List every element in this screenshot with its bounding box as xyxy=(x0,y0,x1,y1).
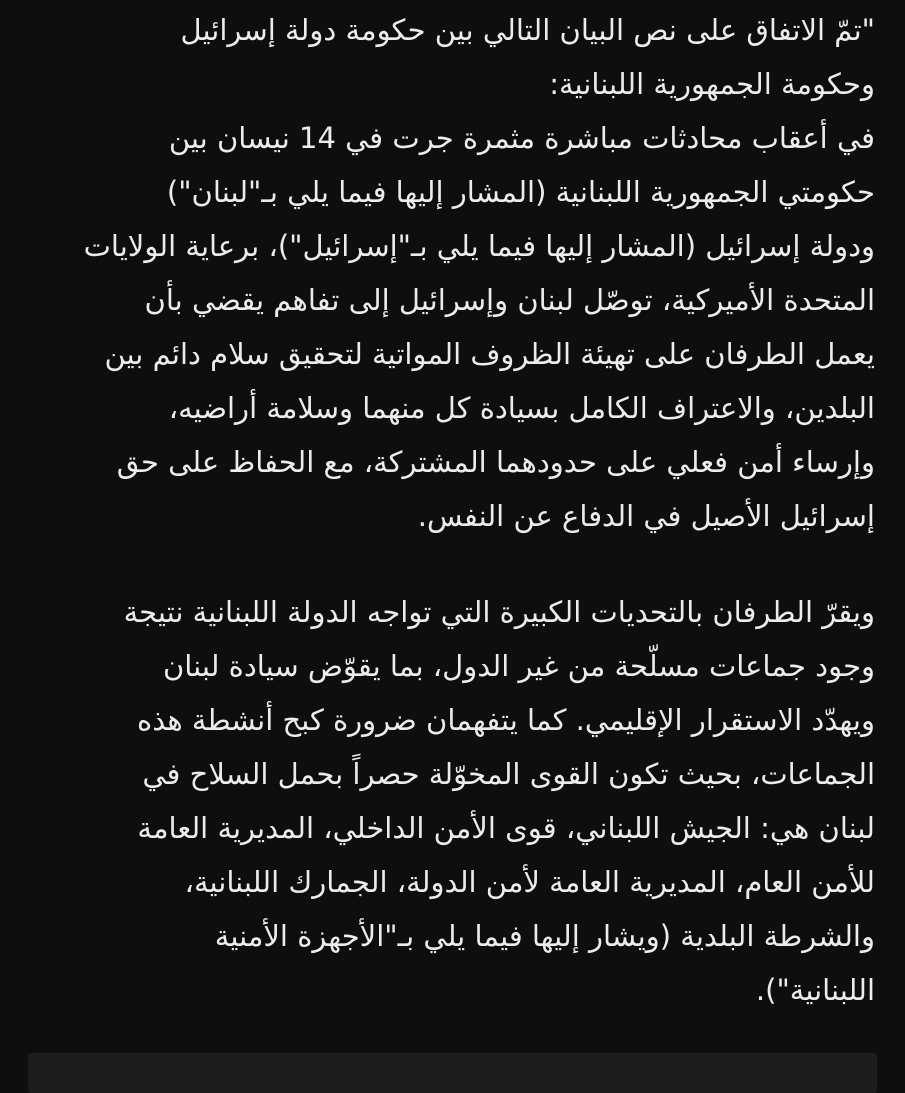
paragraph-line: ودولة إسرائيل (المشار إليها فيما يلي بـ"إسرائيل")، برعاية الولايات xyxy=(83,229,875,263)
paragraph-line: حكومتي الجمهورية اللبنانية (المشار إليها فيما يلي بـ"لبنان") xyxy=(166,175,875,209)
paragraph-line: في أعقاب محادثات مباشرة مثمرة جرت في 14 نيسان بين xyxy=(168,121,875,155)
paragraph-line: "تمّ الاتفاق على نص البيان التالي بين حكومة دولة إسرائيل xyxy=(180,13,875,47)
article-paragraph-1 xyxy=(25,3,875,543)
paragraph-line: وحكومة الجمهورية اللبنانية: xyxy=(549,67,875,101)
paragraph-line: ويهدّد الاستقرار الإقليمي. كما يتفهمان ضرورة كبح أنشطة هذه xyxy=(137,703,875,737)
paragraph-line: يعمل الطرفان على تهيئة الظروف المواتية لتحقيق سلام دائم بين xyxy=(104,337,875,371)
paragraph-line: اللبنانية"). xyxy=(755,973,875,1007)
article-paragraph-2 xyxy=(25,585,875,1017)
paragraph-line: البلدين، والاعتراف الكامل بسيادة كل منهما وسلامة أراضيه، xyxy=(168,391,875,425)
paragraph-line: ويقرّ الطرفان بالتحديات الكبيرة التي تواجه الدولة اللبنانية نتيجة xyxy=(123,595,875,629)
paragraph-line: المتحدة الأميركية، توصّل لبنان وإسرائيل إلى تفاهم يقضي بأن xyxy=(144,283,875,317)
embedded-media-card[interactable] xyxy=(28,1053,877,1093)
paragraph-line: للأمن العام، المديرية العامة لأمن الدولة، الجمارك اللبنانية، xyxy=(184,865,875,899)
paragraph-line: والشرطة البلدية (ويشار إليها فيما يلي بـ"الأجهزة الأمنية xyxy=(214,919,875,953)
paragraph-line: لبنان هي: الجيش اللبناني، قوى الأمن الداخلي، المديرية العامة xyxy=(137,811,875,845)
paragraph-line: إسرائيل الأصيل في الدفاع عن النفس. xyxy=(417,499,875,533)
paragraph-line: وإرساء أمن فعلي على حدودهما المشتركة، مع الحفاظ على حق xyxy=(116,445,875,479)
paragraph-line: الجماعات، بحيث تكون القوى المخوّلة حصراً بحمل السلاح في xyxy=(142,757,875,791)
paragraph-line: وجود جماعات مسلّحة من غير الدول، بما يقوّض سيادة لبنان xyxy=(162,649,875,683)
